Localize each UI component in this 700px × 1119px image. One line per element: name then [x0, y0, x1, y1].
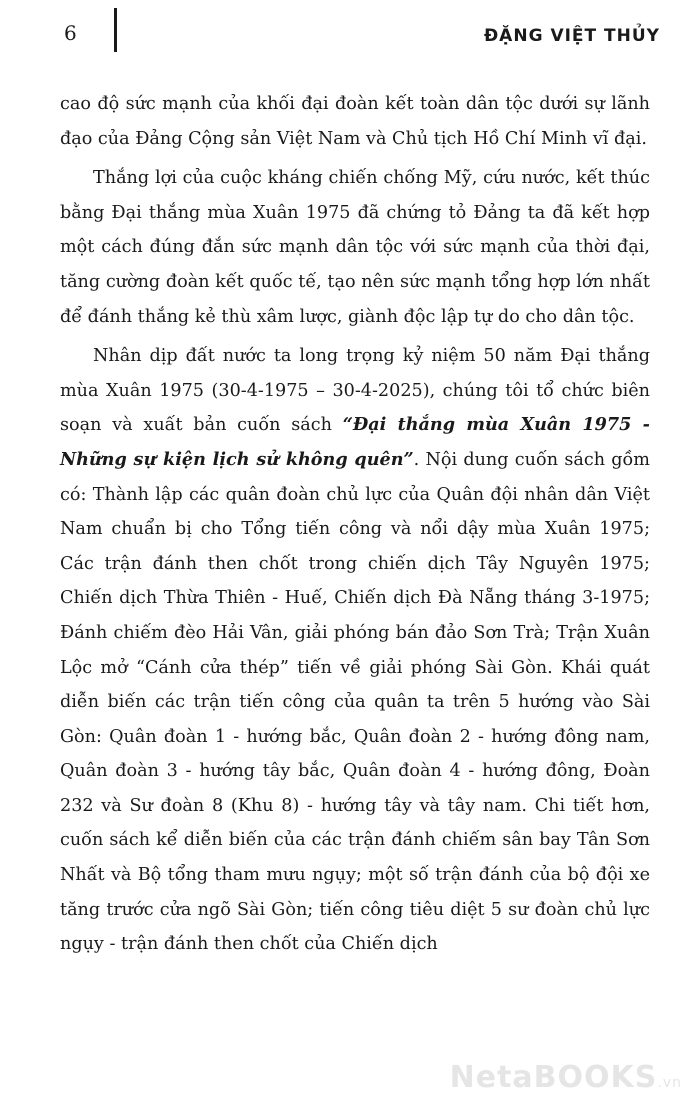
page-number: 6: [64, 21, 77, 45]
book-title: “Đại thắng mùa Xuân 1975 - Những sự kiện lịch sử không quên”: [60, 414, 650, 470]
header-divider: [114, 8, 117, 52]
paragraph-3: [60, 339, 650, 962]
watermark-brand: NetaBOOKS: [449, 1060, 658, 1095]
paragraph-3-content: . Nội dung cuốn sách gồm có: Thành lập các quân đoàn chủ lực của Quân đội nhân dân Việt Nam chuẩn bị cho Tổng tiến công và nổi dậy mùa Xuân 1975; Các trận đánh then chốt trong chiến dịch Tây Nguyên 1975; Chiến dịch Thừa Thiên - Huế, Chiến dịch Đà Nẵng tháng 3-1975; Đánh chiếm đèo Hải Vân, giải phóng bán đảo Sơn Trà; Trận Xuân Lộc mở “Cánh cửa thép” tiến về giải phóng Sài Gòn. Khái quát diễn biến các trận tiến công của quân ta trên 5 hướng vào Sài Gòn: Quân đoàn 1 - hướng bắc, Quân đoàn 2 - hướng đông nam, Quân đoàn 3 - hướng tây bắc, Quân đoàn 4 - hướng đông, Đoàn 232 và Sư đoàn 8 (Khu 8) - hướng tây và tây nam. Chi tiết hơn, cuốn sách kể diễn biến của các trận đánh chiếm sân bay Tân Sơn Nhất và Bộ tổng tham mưu ngụy; một số trận đánh của bộ đội xe tăng trước cửa ngõ Sài Gòn; tiến công tiêu diệt 5 sư đoàn chủ lực ngụy - trận đánh then chốt của Chiến dịch: [60, 449, 650, 955]
body-text: [60, 87, 650, 962]
running-head-author: ĐẶNG VIỆT THỦY: [483, 26, 660, 46]
watermark-tld: .vn: [657, 1075, 682, 1091]
watermark-logo: [450, 1060, 682, 1095]
page-header: [0, 0, 700, 60]
paragraph-3-intro: Nhân dịp đất nước ta long trọng kỷ niệm 50 năm Đại thắng mùa Xuân 1975 (30-4-1975 – 30-4-2025), chúng tôi tổ chức biên soạn và xuất bản cuốn sách: [60, 346, 650, 436]
paragraph-1: cao độ sức mạnh của khối đại đoàn kết toàn dân tộc dưới sự lãnh đạo của Đảng Cộng sản Việt Nam và Chủ tịch Hồ Chí Minh vĩ đại.: [60, 94, 650, 149]
paragraph-2: Thắng lợi của cuộc kháng chiến chống Mỹ, cứu nước, kết thúc bằng Đại thắng mùa Xuân 1975 đã chứng tỏ Đảng ta đã kết hợp một cách đúng đắn sức mạnh dân tộc với sức mạnh của thời đại, tăng cường đoàn kết quốc tế, tạo nên sức mạnh tổng hợp lớn nhất để đánh thắng kẻ thù xâm lược, giành độc lập tự do cho dân tộc.: [60, 168, 650, 327]
